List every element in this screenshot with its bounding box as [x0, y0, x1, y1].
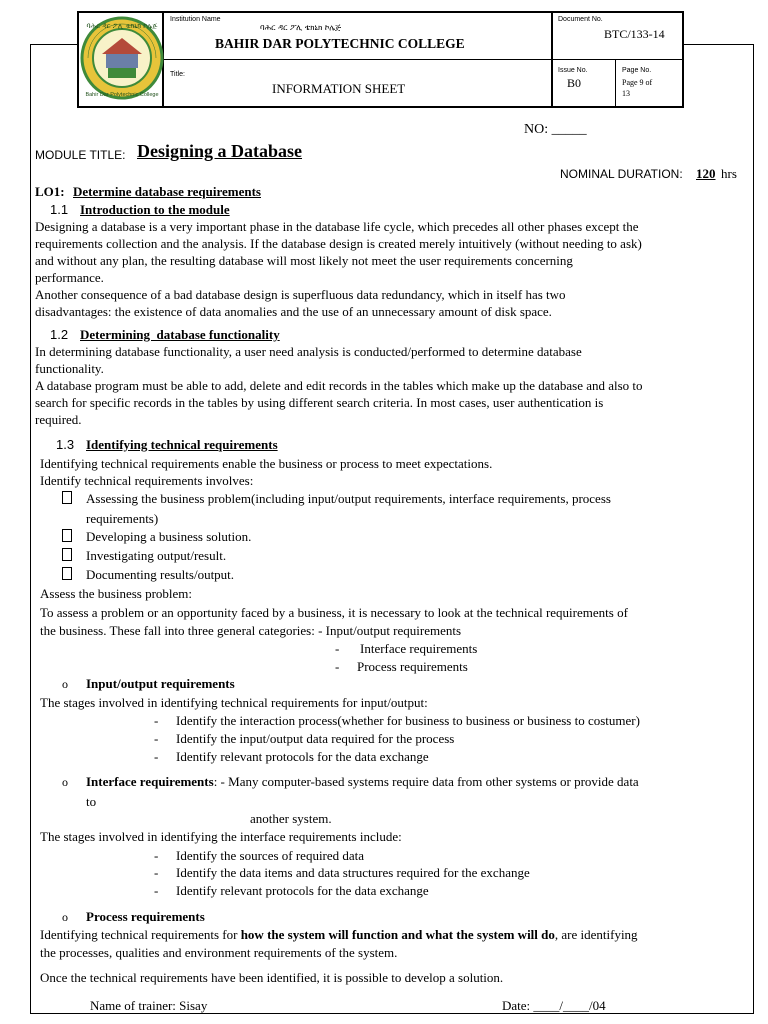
text-line: required.	[35, 412, 82, 427]
category-dash: -	[335, 659, 340, 674]
section-1-2-title: Determining database functionality	[80, 327, 280, 342]
duration-label: NOMINAL DURATION:	[560, 167, 683, 181]
category-interface: Interface requirements	[360, 641, 478, 656]
bullet-text: requirements)	[86, 511, 159, 526]
issue-label: Issue No.	[558, 67, 588, 74]
doc-no: BTC/133-14	[604, 27, 665, 41]
bullet-box-icon	[62, 529, 72, 542]
duration-unit: hrs	[721, 166, 737, 181]
proc-final: Once the technical requirements have been identified, it is possible to develop a solution.	[40, 970, 504, 985]
bullet-text: Investigating output/result.	[86, 548, 227, 563]
text-line: disadvantages: the existence of data anomalies and the use of an unnecessary amount of disk space.	[35, 304, 552, 319]
text-line: Designing a database is a very important phase in the database life cycle, which precedes all other phases except the	[35, 219, 639, 234]
no-line: NO: _____	[524, 122, 587, 137]
amharic-name: ባሕር ዳር ፖሊ ቴክኒክ ኮሌጅ	[260, 23, 342, 32]
category-process: Process requirements	[357, 659, 468, 674]
list-dash: -	[154, 883, 159, 898]
module-title: Designing a Database	[137, 141, 303, 161]
lo1-prefix: LO1:	[35, 184, 65, 199]
logo-text-bottom: Bahir Dar Polytechnic College	[85, 92, 159, 98]
list-dash: -	[154, 713, 159, 728]
proc-emphasis: how the system will function and what the system will do	[240, 927, 555, 942]
page-value: Page 9 of	[622, 78, 653, 87]
assess-line-1: To assess a problem or an opportunity faced by a business, it is necessary to look at the technical requirements of	[40, 605, 628, 620]
text-line: requirements collection and the analysis. If the database design is created merely intuitively (without needing to ask)	[35, 236, 642, 251]
io-item: Identify the interaction process(whether for business to business or business to costumer)	[176, 713, 640, 728]
text-line: functionality.	[35, 361, 104, 376]
circle-bullet-icon: o	[62, 775, 68, 789]
text-line: A database program must be able to add, delete and edit records in the tables which make up the database and also to	[35, 378, 643, 393]
iface-desc-2: to	[86, 794, 97, 809]
circle-bullet-icon: o	[62, 910, 68, 924]
bullet-text: Developing a business solution.	[86, 529, 252, 544]
bullet-box-icon	[62, 491, 72, 504]
io-heading: Input/output requirements	[86, 676, 235, 691]
institution-label: Institution Name	[170, 16, 221, 23]
text-line: performance.	[35, 270, 104, 285]
io-item: Identify the input/output data required for the process	[176, 731, 455, 746]
section-1-1-body	[35, 218, 747, 320]
college-logo	[80, 14, 164, 102]
module-label: MODULE TITLE:	[35, 148, 126, 162]
footer-date: Date: ____/____/04	[502, 998, 606, 1013]
section-1-3-num: 1.3	[56, 437, 75, 452]
bullet-box-icon	[62, 548, 72, 561]
list-dash: -	[154, 865, 159, 880]
category-dash: -	[335, 641, 340, 656]
circle-bullet-icon: o	[62, 677, 68, 691]
iface-line	[86, 773, 639, 790]
io-item: Identify relevant protocols for the data exchange	[176, 749, 429, 764]
trainer-name: Name of trainer: Sisay	[90, 998, 208, 1013]
logo-text-top: ባሕር ዳር ፖሊ ቴክኒክ ኮሌጅ	[86, 22, 158, 30]
section-1-3-intro1: Identifying technical requirements enable the business or process to meet expectations.	[40, 456, 493, 471]
proc-line-2: the processes, qualities and environment requirements of the system.	[40, 945, 398, 960]
bullet-box-icon	[62, 567, 72, 580]
section-1-2-body	[35, 343, 747, 428]
assess-line-2: the business. These fall into three general categories: - Input/output requirements	[40, 623, 462, 638]
list-dash: -	[154, 848, 159, 863]
assess-title: Assess the business problem:	[40, 586, 193, 601]
text-line: Another consequence of a bad database design is superfluous data redundancy, which in itself has two	[35, 287, 566, 302]
page-total: 13	[622, 89, 630, 98]
proc-text: , are identifying	[554, 927, 638, 942]
lo1-title: Determine database requirements	[73, 184, 261, 199]
iface-stages: The stages involved in identifying the interface requirements include:	[40, 829, 402, 844]
list-dash: -	[154, 731, 159, 746]
title-label: Title:	[170, 71, 185, 78]
section-1-3-intro2: Identify technical requirements involves:	[40, 473, 254, 488]
duration-value: 120	[696, 166, 716, 181]
list-dash: -	[154, 749, 159, 764]
doc-no-label: Document No.	[558, 16, 603, 23]
text-line: and without any plan, the resulting database will most likely not meet the user requirements concerning	[35, 253, 573, 268]
iface-desc: : - Many computer-based systems require data from other systems or provide data	[213, 774, 639, 789]
proc-heading: Process requirements	[86, 909, 205, 924]
section-1-2-num: 1.2	[50, 327, 69, 342]
section-1-3-title: Identifying technical requirements	[86, 437, 278, 452]
doc-title: INFORMATION SHEET	[272, 81, 406, 96]
text-line: search for specific records in the tables by using different search criteria. In most cases, user authentication is	[35, 395, 604, 410]
page-label: Page No.	[622, 67, 652, 74]
proc-text: Identifying technical requirements for	[40, 927, 241, 942]
issue-no: B0	[567, 76, 582, 90]
io-stages: The stages involved in identifying technical requirements for input/output:	[40, 695, 428, 710]
college-name: BAHIR DAR POLYTECHNIC COLLEGE	[215, 36, 465, 51]
iface-item: Identify the sources of required data	[176, 848, 365, 863]
section-1-1-title: Introduction to the module	[80, 202, 230, 217]
section-1-1-num: 1.1	[50, 202, 69, 217]
iface-item: Identify relevant protocols for the data exchange	[176, 883, 429, 898]
iface-item: Identify the data items and data structures required for the exchange	[176, 865, 530, 880]
bullet-text: Assessing the business problem(including input/output requirements, interface requirements, process	[86, 491, 611, 506]
bullet-text: Documenting results/output.	[86, 567, 235, 582]
iface-desc-3: another system.	[250, 811, 332, 826]
iface-heading: Interface requirements	[86, 774, 214, 789]
proc-line-1	[40, 926, 638, 943]
text-line: In determining database functionality, a user need analysis is conducted/performed to determine database	[35, 344, 582, 359]
